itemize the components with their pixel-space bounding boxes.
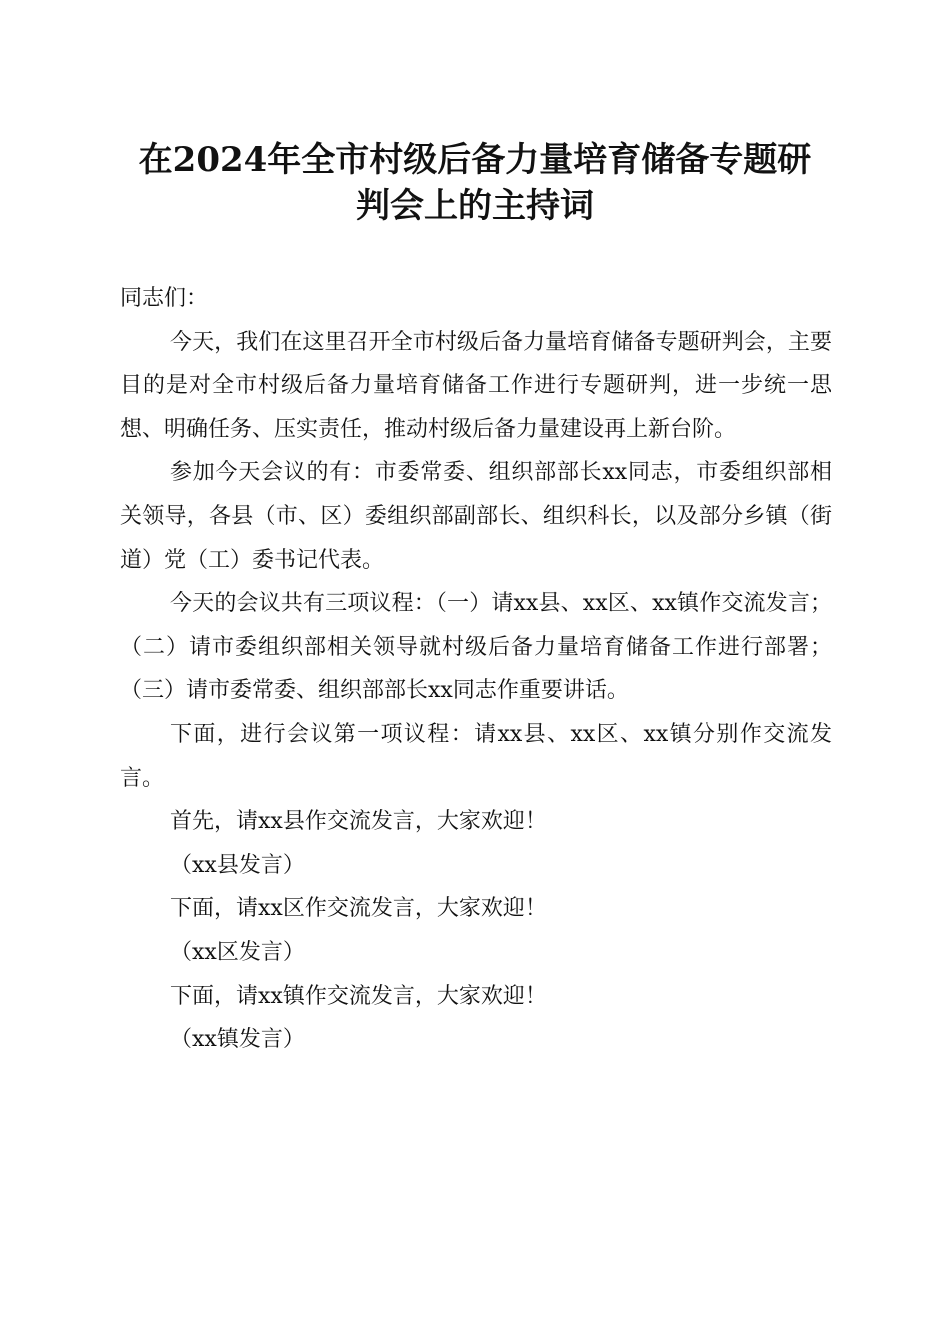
document-body	[120, 277, 832, 1062]
paragraph-agenda: 今天的会议共有三项议程：（一）请xx县、xx区、xx镇作交流发言；（二）请市委组织部相关领导就村级后备力量培育储备工作进行部署；（三）请市委常委、组织部部长xx同志作重要讲话。	[120, 591, 832, 704]
paragraph-purpose: 今天，我们在这里召开全市村级后备力量培育储备专题研判会，主要目的是对全市村级后备力量培育储备工作进行专题研判，进一步统一思想、明确任务、压实责任，推动村级后备力量建设再上新台阶。	[120, 329, 832, 442]
paragraph-agenda-item-1: 下面，进行会议第一项议程：请xx县、xx区、xx镇分别作交流发言。	[120, 721, 832, 791]
paragraph-town-invite: 下面，请xx镇作交流发言，大家欢迎！	[170, 983, 547, 1009]
paragraph-district-speech: （xx区发言）	[170, 939, 305, 965]
paragraph-district-invite: 下面，请xx区作交流发言，大家欢迎！	[170, 896, 547, 922]
paragraph-county-invite: 首先，请xx县作交流发言，大家欢迎！	[170, 809, 547, 835]
salutation: 同志们：	[120, 286, 209, 311]
title-line-1: 在2024年全市村级后备力量培育储备专题研	[138, 140, 812, 180]
paragraph-attendees: 参加今天会议的有：市委常委、组织部部长xx同志，市委组织部相关领导，各县（市、区）委组织部副部长、组织科长，以及部分乡镇（街道）党（工）委书记代表。	[120, 460, 832, 573]
document-title	[110, 137, 840, 229]
paragraph-town-speech: （xx镇发言）	[170, 1027, 305, 1053]
paragraph-county-speech: （xx县发言）	[170, 852, 305, 878]
title-line-2: 判会上的主持词	[356, 186, 594, 226]
